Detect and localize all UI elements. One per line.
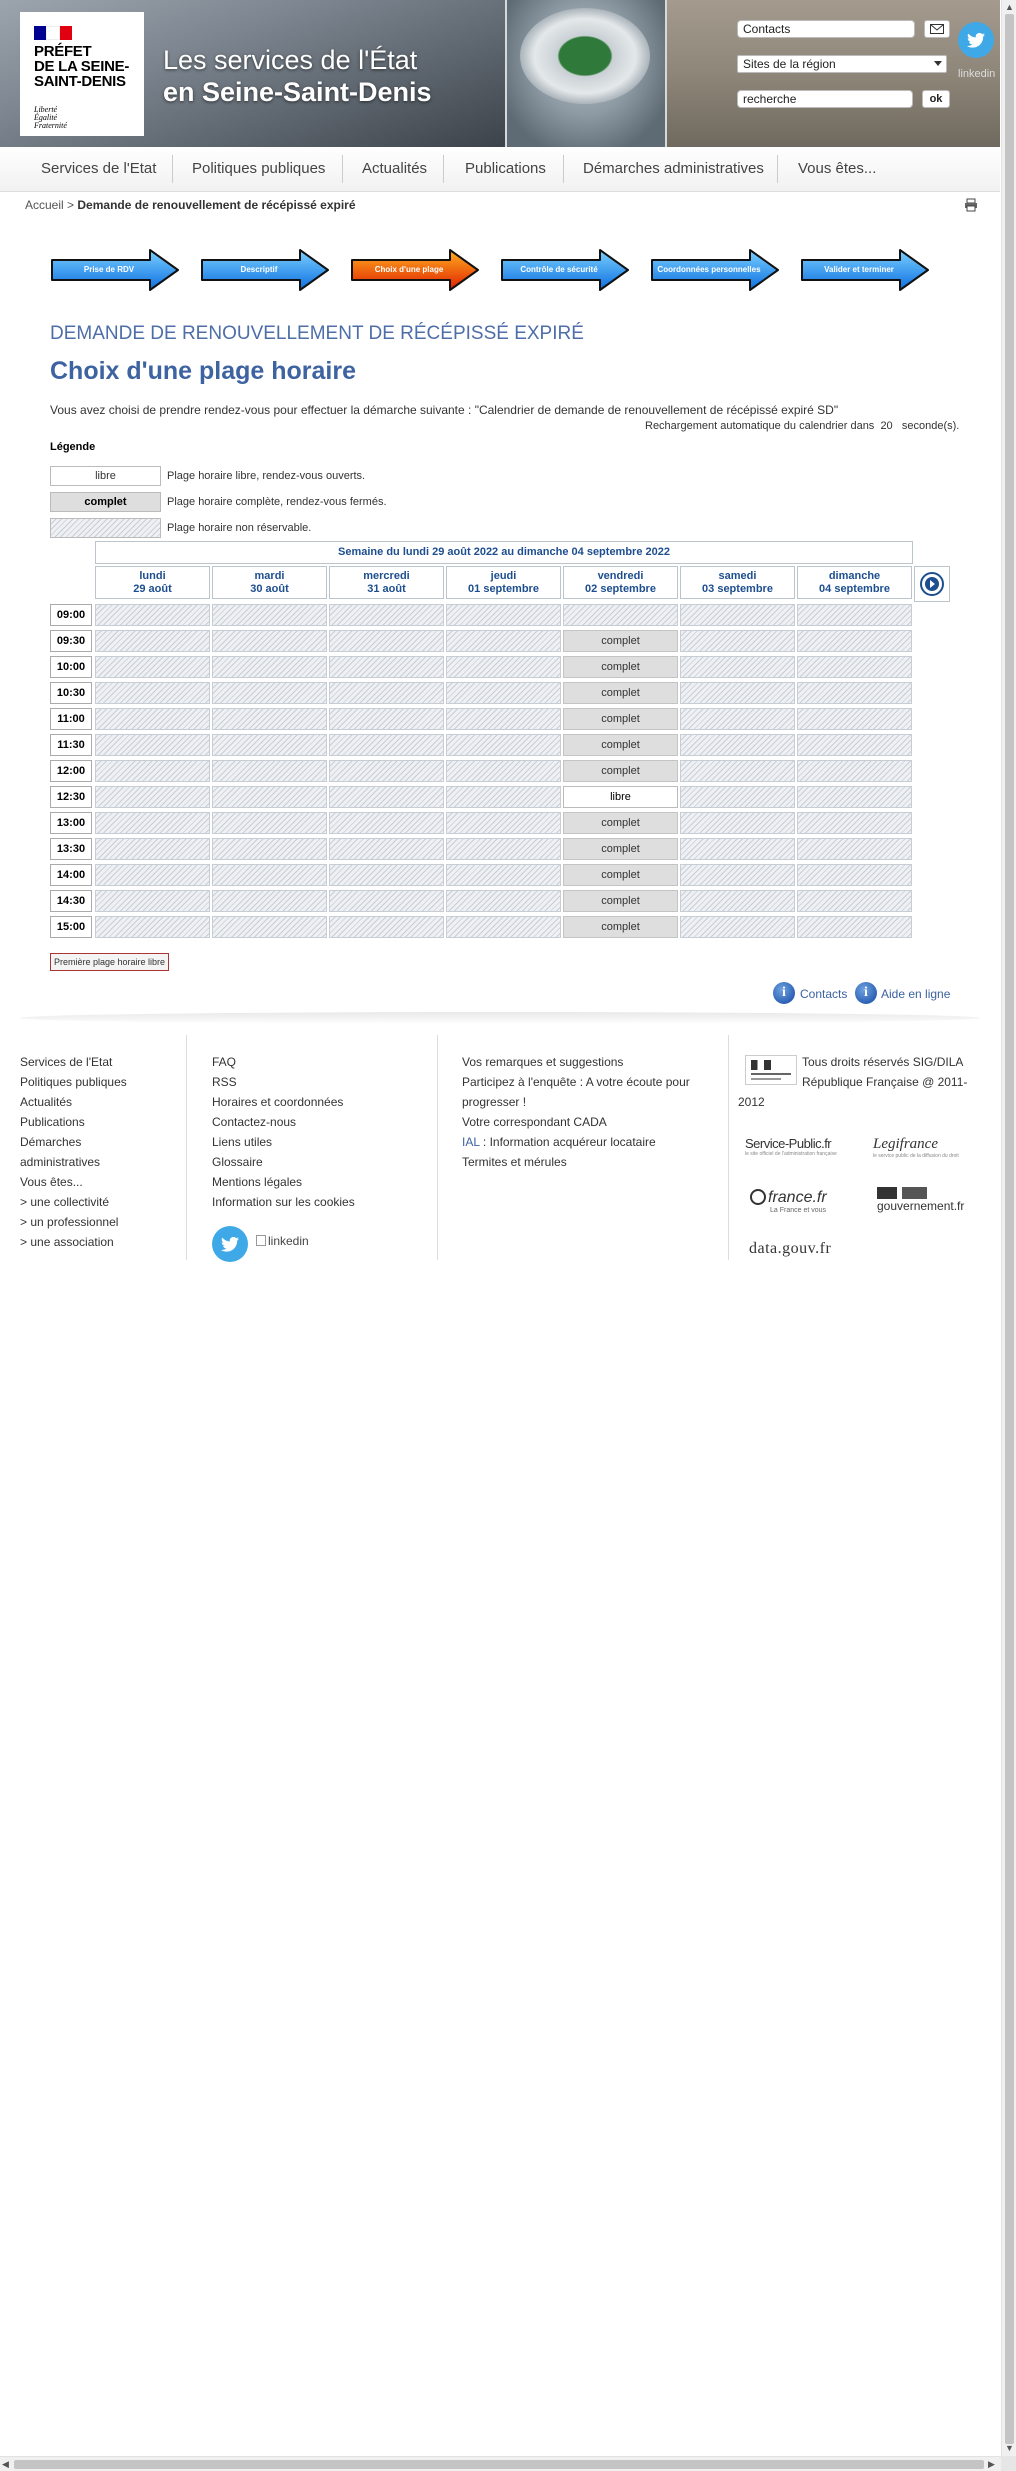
twitter-button[interactable]: [958, 22, 994, 58]
twitter-icon: [221, 1237, 239, 1252]
footer-info-link-7[interactable]: Information sur les cookies: [212, 1195, 355, 1209]
slot-non-reservable: [212, 838, 327, 860]
sites-region-label: Sites de la région: [743, 57, 836, 71]
day-header-lundi: [95, 566, 210, 599]
mail-button[interactable]: [924, 20, 950, 38]
day-date: 04 septembre: [819, 583, 890, 595]
slot-non-reservable: [212, 890, 327, 912]
header-divider: [505, 0, 507, 147]
first-free-slot-button[interactable]: Première plage horaire libre: [50, 953, 169, 971]
slot-non-reservable: [797, 604, 912, 626]
french-flag-icon: [34, 26, 72, 40]
slot-non-reservable: [329, 630, 444, 652]
reload-seconds: 20: [880, 420, 893, 432]
reload-prefix: Rechargement automatique du calendrier dans: [645, 420, 875, 432]
slot-non-reservable: [680, 630, 795, 652]
footer-nav-link-5[interactable]: administratives: [20, 1155, 101, 1169]
slot-complet: complet: [563, 838, 678, 860]
slot-non-reservable: [797, 760, 912, 782]
slot-non-reservable: [680, 812, 795, 834]
service-public-label: Service-Public.fr: [745, 1136, 832, 1151]
slot-non-reservable: [329, 760, 444, 782]
step-label: Descriptif: [240, 265, 278, 274]
reload-suffix: seconde(s).: [901, 420, 960, 432]
slot-non-reservable: [212, 760, 327, 782]
slot-non-reservable: [446, 890, 561, 912]
slot-non-reservable: [797, 708, 912, 730]
day-header-dimanche: [797, 566, 912, 599]
step-label: Prise de RDV: [83, 265, 135, 274]
footer-info-link-6[interactable]: Mentions légales: [212, 1175, 303, 1189]
footer-participation-link-2[interactable]: progresser !: [462, 1095, 527, 1109]
slot-complet: complet: [563, 916, 678, 938]
slot-non-reservable: [446, 604, 561, 626]
day-header-jeudi: [446, 566, 561, 599]
day-date: 29 août: [133, 583, 172, 595]
slot-complet: complet: [563, 708, 678, 730]
reload-notice: [645, 419, 959, 433]
intro-text: Vous avez choisi de prendre rendez-vous pour effectuer la démarche suivante : "Calendrier de demande de renouvellement de récépissé expiré SD": [50, 403, 839, 417]
breadcrumb: [25, 198, 356, 213]
slot-non-reservable: [95, 864, 210, 886]
day-date: 30 août: [250, 583, 289, 595]
footer-participation-link-1[interactable]: Participez à l'enquête : A votre écoute pour: [462, 1075, 690, 1089]
france-fr-label: france.fr: [768, 1189, 827, 1206]
time-label: 10:30: [50, 682, 92, 704]
page-title: Choix d'une plage horaire: [50, 357, 356, 385]
footer-nav-link-9[interactable]: > une association: [20, 1235, 114, 1249]
day-name: lundi: [139, 570, 166, 582]
slot-non-reservable: [329, 864, 444, 886]
footer-info-link-1[interactable]: RSS: [212, 1075, 237, 1089]
slot-non-reservable: [446, 630, 561, 652]
slot-non-reservable: [446, 916, 561, 938]
legend-box-complet: complet: [50, 492, 161, 512]
slot-complet: complet: [563, 630, 678, 652]
info-icon: i: [855, 982, 877, 1004]
legifrance-logo[interactable]: Legifrance le service public de la diffusion du droit: [873, 1136, 959, 1159]
day-date: 31 août: [367, 583, 406, 595]
logo-devise: Liberté Égalité Fraternité: [34, 105, 67, 130]
site-header: [0, 0, 1000, 147]
time-label: 10:00: [50, 656, 92, 678]
footer-linkedin-alt: linkedin: [268, 1234, 309, 1248]
slot-complet: complet: [563, 812, 678, 834]
legend-text-libre: Plage horaire libre, rendez-vous ouverts.: [167, 470, 366, 482]
slot-non-reservable: [680, 682, 795, 704]
slot-non-reservable: [797, 812, 912, 834]
slot-non-reservable: [212, 656, 327, 678]
day-header-mercredi: [329, 566, 444, 599]
footer-participation-link-3[interactable]: Votre correspondant CADA: [462, 1115, 607, 1129]
slot-non-reservable: [95, 630, 210, 652]
slot-non-reservable: [95, 734, 210, 756]
contacts-select[interactable]: Contacts: [737, 20, 915, 38]
slot-non-reservable: [446, 812, 561, 834]
time-label: 09:00: [50, 604, 92, 626]
nav-item-actualites[interactable]: Actualités: [362, 160, 428, 177]
step-5: [650, 248, 782, 292]
time-label: 11:30: [50, 734, 92, 756]
nav-item-publications[interactable]: Publications: [465, 160, 546, 177]
slot-non-reservable: [797, 734, 912, 756]
slot-non-reservable: [212, 786, 327, 808]
footer-column-info: [212, 1052, 355, 1212]
slot-non-reservable: [797, 656, 912, 678]
linkedin-image[interactable]: linkedin: [958, 68, 996, 80]
day-header-mardi: [212, 566, 327, 599]
gouvernement-logo[interactable]: [877, 1187, 964, 1213]
slot-non-reservable: [446, 708, 561, 730]
procedure-subtitle: DEMANDE DE RENOUVELLEMENT DE RÉCÉPISSÉ EXPIRÉ: [50, 323, 584, 344]
slot-non-reservable: [797, 864, 912, 886]
time-label: 11:00: [50, 708, 92, 730]
slot-non-reservable: [563, 604, 678, 626]
rights-line3: 2012: [738, 1095, 765, 1109]
rights-line1: Tous droits réservés SIG/DILA: [802, 1055, 964, 1069]
site-title-line1: Les services de l'État: [163, 45, 418, 75]
slot-non-reservable: [329, 786, 444, 808]
nav-item-politiques[interactable]: Politiques publiques: [192, 160, 326, 177]
time-label: 14:30: [50, 890, 92, 912]
next-week-button[interactable]: [914, 566, 950, 602]
slot-complet: complet: [563, 682, 678, 704]
site-title[interactable]: [163, 44, 432, 108]
step-2: [200, 248, 332, 292]
scroll-left-arrow-icon[interactable]: ◀: [2, 2459, 9, 2469]
footer-linkedin-image[interactable]: [256, 1234, 309, 1248]
footer-column-nav: [20, 1052, 127, 1252]
slot-non-reservable: [446, 760, 561, 782]
step-label: Coordonnées personnelles: [657, 265, 761, 274]
sites-region-select[interactable]: [737, 55, 947, 73]
day-date: 02 septembre: [585, 583, 656, 595]
step-1: [50, 248, 182, 292]
slot-non-reservable: [329, 604, 444, 626]
scroll-down-arrow-icon[interactable]: ▼: [1005, 2443, 1014, 2453]
slot-non-reservable: [95, 812, 210, 834]
broken-image-icon: [256, 1235, 266, 1246]
info-icon: i: [773, 982, 795, 1004]
slot-non-reservable: [212, 630, 327, 652]
footer-nav-link-7[interactable]: > une collectivité: [20, 1195, 110, 1209]
site-title-line2: en Seine-Saint-Denis: [163, 77, 432, 107]
slot-non-reservable: [95, 838, 210, 860]
footer-nav-link-2[interactable]: Actualités: [20, 1095, 73, 1109]
slot-non-reservable: [329, 916, 444, 938]
slot-non-reservable: [680, 656, 795, 678]
content-separator: [20, 1012, 980, 1024]
footer-nav-link-1[interactable]: Politiques publiques: [20, 1075, 127, 1089]
twitter-icon: [967, 33, 985, 48]
footer-nav-link-0[interactable]: Services de l'Etat: [20, 1055, 113, 1069]
search-input[interactable]: recherche: [737, 90, 913, 108]
footer-nav-link-8[interactable]: > un professionnel: [20, 1215, 119, 1229]
slot-non-reservable: [446, 786, 561, 808]
footer-nav-link-6[interactable]: Vous êtes...: [20, 1175, 83, 1189]
main-nav: [0, 147, 1000, 192]
legend-text-complet: Plage horaire complète, rendez-vous fermés.: [167, 496, 387, 508]
slot-non-reservable: [329, 890, 444, 912]
slot-non-reservable: [446, 838, 561, 860]
slot-non-reservable: [95, 890, 210, 912]
step-label: Contrôle de sécurité: [520, 265, 598, 274]
breadcrumb-separator: >: [67, 198, 75, 212]
legend-text-non-reservable: Plage horaire non réservable.: [167, 522, 312, 534]
slot-non-reservable: [797, 838, 912, 860]
time-label: 09:30: [50, 630, 92, 652]
day-name: jeudi: [490, 570, 517, 582]
print-icon[interactable]: [964, 198, 978, 212]
day-name: samedi: [718, 570, 757, 582]
slot-non-reservable: [212, 708, 327, 730]
rights-line2: République Française @ 2011-: [802, 1075, 968, 1089]
slot-non-reservable: [95, 916, 210, 938]
slot-non-reservable: [329, 682, 444, 704]
slot-non-reservable: [329, 656, 444, 678]
slot-non-reservable: [680, 838, 795, 860]
slot-non-reservable: [212, 864, 327, 886]
slot-non-reservable: [680, 734, 795, 756]
calendar-week-label: Semaine du lundi 29 août 2022 au dimanche 04 septembre 2022: [95, 541, 913, 564]
gouvernement-label: gouvernement.fr: [877, 1199, 965, 1213]
envelope-icon: [930, 24, 944, 34]
legifrance-label: Legifrance: [873, 1136, 938, 1152]
footer-info-link-2[interactable]: Horaires et coordonnées: [212, 1095, 344, 1109]
slot-non-reservable: [212, 682, 327, 704]
ial-abbr: IAL: [462, 1135, 480, 1149]
day-header-vendredi: [563, 566, 678, 599]
slot-non-reservable: [797, 682, 912, 704]
slot-non-reservable: [680, 760, 795, 782]
slot-non-reservable: [680, 916, 795, 938]
slot-non-reservable: [95, 656, 210, 678]
ial-text: : Information acquéreur locataire: [479, 1135, 656, 1149]
day-name: mardi: [254, 570, 285, 582]
slot-non-reservable: [446, 864, 561, 886]
ial-link[interactable]: [462, 1132, 656, 1152]
nav-item-vous-etes[interactable]: Vous êtes...: [798, 160, 877, 177]
scroll-right-arrow-icon[interactable]: ▶: [988, 2459, 995, 2469]
legend-box-libre: libre: [50, 466, 161, 486]
footer-participation-link-0[interactable]: Vos remarques et suggestions: [462, 1055, 624, 1069]
scrollbar-corner: [1001, 2456, 1016, 2471]
step-3: [350, 248, 482, 292]
vertical-scrollbar[interactable]: [1001, 0, 1016, 2456]
slot-non-reservable: [212, 604, 327, 626]
step-label: Valider et terminer: [824, 265, 894, 274]
chevron-down-icon: [934, 61, 942, 66]
slot-non-reservable: [680, 786, 795, 808]
day-date: 03 septembre: [702, 583, 773, 595]
day-name: dimanche: [828, 570, 881, 582]
slot-non-reservable: [797, 630, 912, 652]
slot-non-reservable: [212, 916, 327, 938]
footer-info-link-0[interactable]: FAQ: [212, 1055, 237, 1069]
breadcrumb-current: Demande de renouvellement de récépissé expiré: [77, 198, 356, 212]
day-header-samedi: [680, 566, 795, 599]
legend-box-non-reservable: [50, 518, 161, 538]
footer-info-link-3[interactable]: Contactez-nous: [212, 1115, 297, 1129]
logo-text: PRÉFET DE LA SEINE- SAINT-DENIS: [34, 43, 130, 90]
day-name: vendredi: [597, 570, 644, 582]
slot-non-reservable: [329, 838, 444, 860]
day-date: 01 septembre: [468, 583, 539, 595]
slot-non-reservable: [446, 682, 561, 704]
slot-non-reservable: [680, 604, 795, 626]
slot-non-reservable: [680, 708, 795, 730]
slot-non-reservable: [329, 708, 444, 730]
slot-non-reservable: [446, 656, 561, 678]
time-label: 12:30: [50, 786, 92, 808]
slot-non-reservable: [329, 812, 444, 834]
slot-non-reservable: [797, 890, 912, 912]
republique-francaise-logo: [745, 1055, 797, 1085]
breadcrumb-home[interactable]: Accueil: [25, 198, 64, 212]
service-public-logo[interactable]: Service-Public.fr le site officiel de l'administration française: [745, 1136, 837, 1157]
slot-complet: complet: [563, 864, 678, 886]
slot-non-reservable: [797, 786, 912, 808]
slot-non-reservable: [95, 786, 210, 808]
footer-column-participation: [462, 1052, 690, 1132]
slot-non-reservable: [329, 734, 444, 756]
data-gouv-logo[interactable]: [749, 1240, 831, 1258]
next-week-icon: [919, 571, 945, 597]
stadium-image: [520, 8, 650, 104]
slot-non-reservable: [95, 760, 210, 782]
slot-non-reservable: [212, 734, 327, 756]
slot-non-reservable: [95, 708, 210, 730]
slot-non-reservable: [212, 812, 327, 834]
legend-title: Légende: [50, 441, 96, 453]
footer-info-link-4[interactable]: Liens utiles: [212, 1135, 273, 1149]
scroll-up-arrow-icon[interactable]: ▲: [1005, 2, 1014, 12]
time-label: 15:00: [50, 916, 92, 938]
footer-nav-link-4[interactable]: Démarches: [20, 1135, 82, 1149]
time-label: 14:00: [50, 864, 92, 886]
horizontal-scroll-thumb[interactable]: [14, 2460, 984, 2469]
slot-libre[interactable]: libre: [563, 786, 678, 808]
day-name: mercredi: [363, 570, 410, 582]
footer-twitter-button[interactable]: [212, 1226, 248, 1262]
slot-non-reservable: [95, 682, 210, 704]
time-label: 13:00: [50, 812, 92, 834]
slot-non-reservable: [680, 864, 795, 886]
contacts-link[interactable]: Contacts: [800, 987, 848, 1001]
france-fr-logo[interactable]: france.fr La France et vous: [750, 1189, 827, 1214]
slot-complet: complet: [563, 734, 678, 756]
termites-link[interactable]: Termites et mérules: [462, 1155, 567, 1169]
slot-non-reservable: [680, 890, 795, 912]
slot-complet: complet: [563, 656, 678, 678]
time-label: 12:00: [50, 760, 92, 782]
prefet-logo[interactable]: [20, 12, 144, 136]
horizontal-scrollbar[interactable]: [0, 2456, 1001, 2471]
time-label: 13:30: [50, 838, 92, 860]
footer-info-link-5[interactable]: Glossaire: [212, 1155, 263, 1169]
slot-non-reservable: [446, 734, 561, 756]
step-4: [500, 248, 632, 292]
data-gouv-label: data.gouv.fr: [749, 1240, 832, 1257]
step-6: [800, 248, 932, 292]
footer-nav-link-3[interactable]: Publications: [20, 1115, 85, 1129]
search-submit-button[interactable]: ok: [922, 90, 950, 108]
nav-item-demarches[interactable]: Démarches administratives: [583, 160, 764, 177]
nav-item-services[interactable]: Services de l'Etat: [41, 160, 157, 177]
slot-complet: complet: [563, 760, 678, 782]
slot-non-reservable: [797, 916, 912, 938]
step-label: Choix d'une plage: [374, 265, 444, 274]
online-help-link[interactable]: Aide en ligne: [881, 987, 951, 1001]
slot-complet: complet: [563, 890, 678, 912]
slot-non-reservable: [95, 604, 210, 626]
header-divider: [665, 0, 667, 147]
vertical-scroll-thumb[interactable]: [1005, 14, 1014, 2444]
